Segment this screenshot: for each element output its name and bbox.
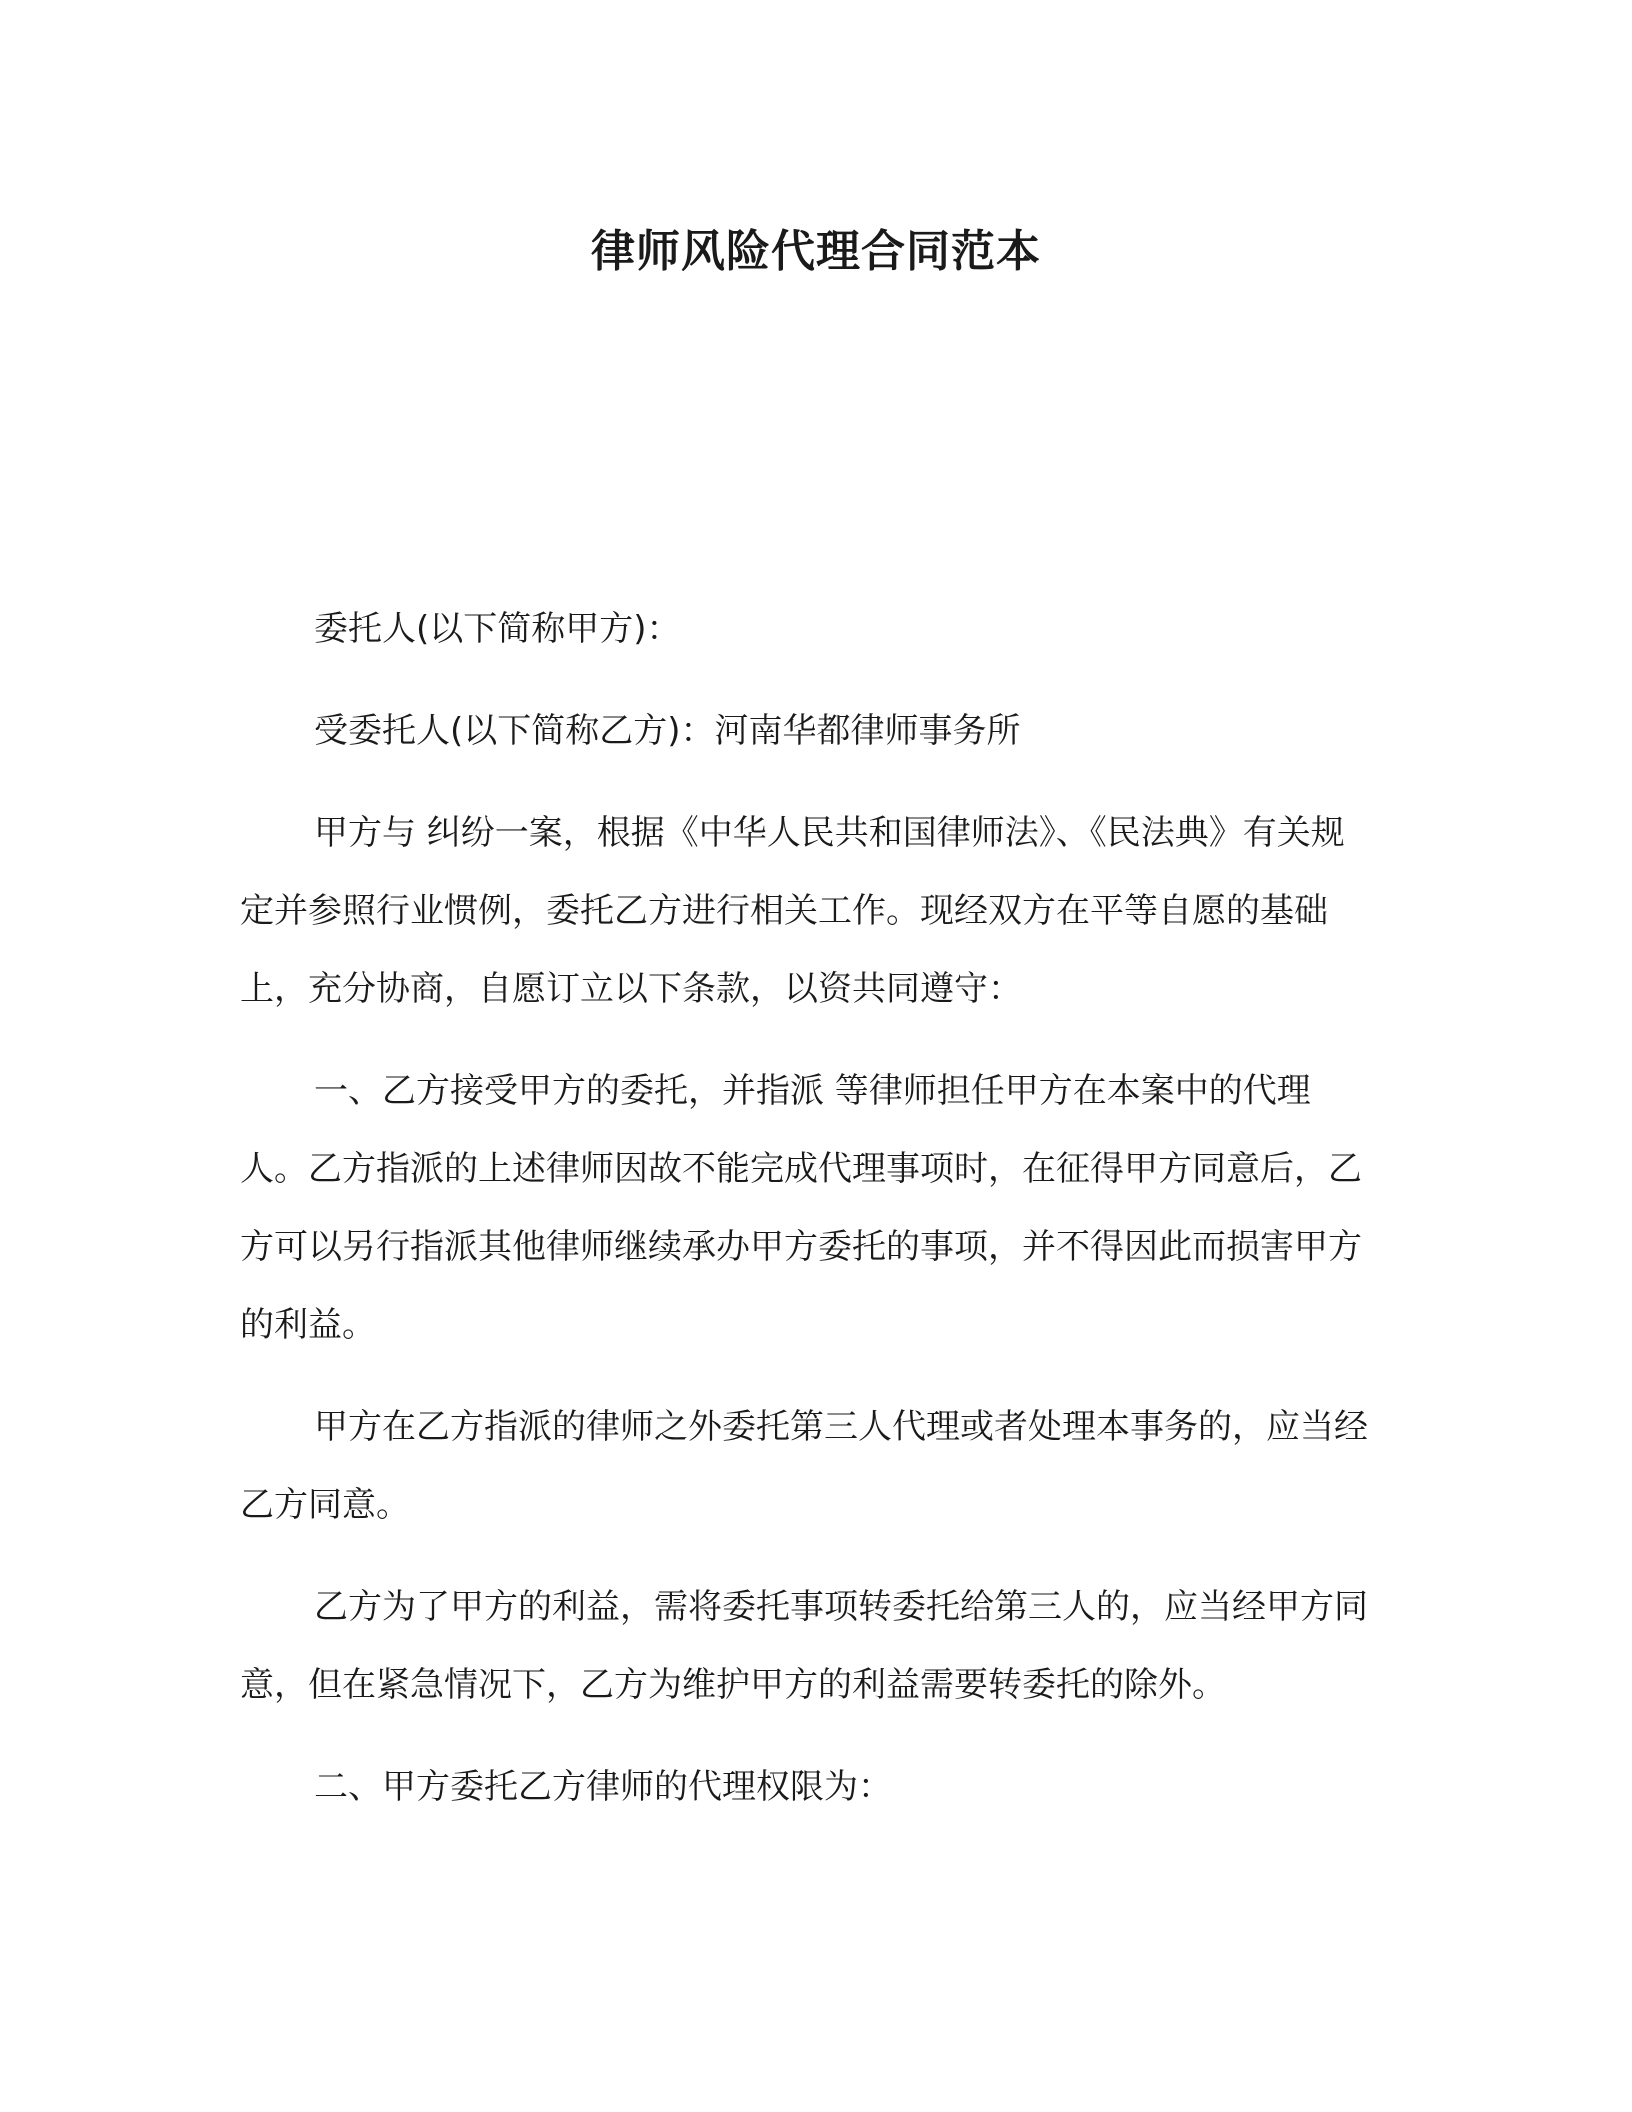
paragraph-agent: 受委托人(以下简称乙方)：河南华都律师事务所 <box>314 711 1021 751</box>
paragraph-third-party: 甲方在乙方指派的律师之外委托第三人代理或者处理本事务的，应当经乙方同意。 <box>240 1407 1368 1525</box>
paragraph-client: 委托人(以下简称甲方)： <box>314 609 681 649</box>
paragraph-preamble: 甲方与 纠纷一案，根据《中华人民共和国律师法》、《民法典》有关规定并参照行业惯例，委托乙方进行相关工作。现经双方在平等自愿的基础上，充分协商，自愿订立以下条款，以资共同遵守： <box>240 813 1345 1009</box>
document-body <box>240 590 1370 1850</box>
document-title: 律师风险代理合同范本 <box>591 226 1041 277</box>
paragraph-clause-2: 二、甲方委托乙方律师的代理权限为： <box>314 1767 892 1807</box>
paragraph-subcontract: 乙方为了甲方的利益，需将委托事项转委托给第三人的，应当经甲方同意，但在紧急情况下，乙方为维护甲方的利益需要转委托的除外。 <box>240 1587 1368 1705</box>
paragraph-clause-1: 一、乙方接受甲方的委托，并指派 等律师担任甲方在本案中的代理人。乙方指派的上述律师因故不能完成代理事项时，在征得甲方同意后，乙方可以另行指派其他律师继续承办甲方委托的事项，并不得因此而损害甲方的利益。 <box>240 1071 1362 1345</box>
